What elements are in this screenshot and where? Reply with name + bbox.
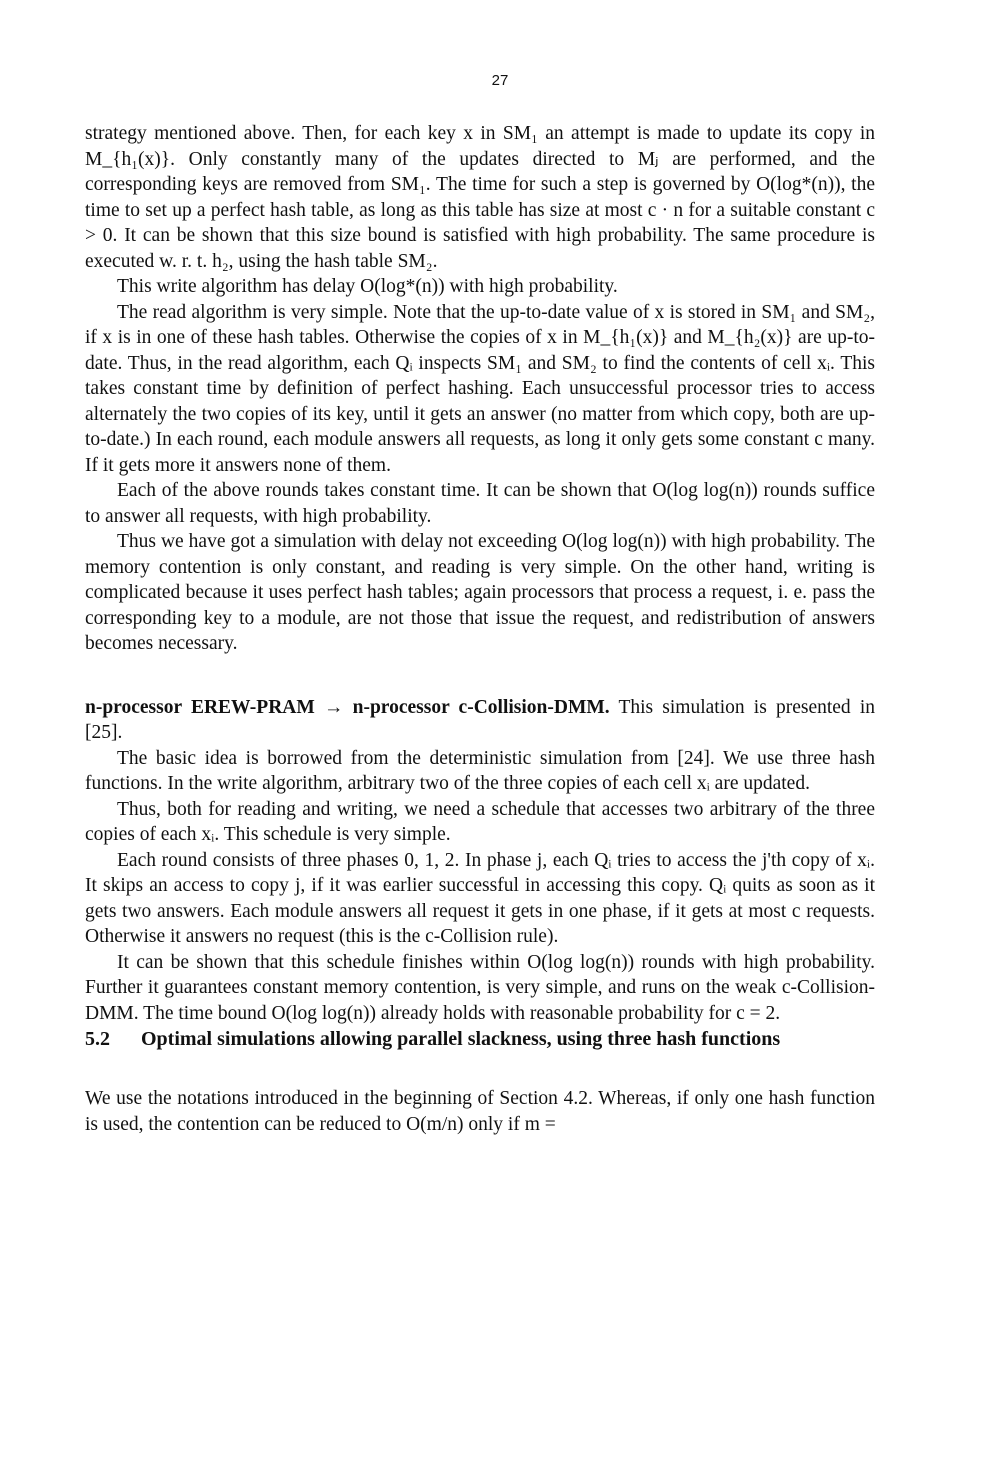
section-title: Optimal simulations allowing parallel slackness, using three hash functions — [141, 1028, 781, 1050]
paragraph-erew-simulation — [85, 695, 875, 746]
page-body — [85, 121, 875, 1137]
paragraph-schedule-bound: It can be shown that this schedule finishes within O(log log(n)) rounds with high probability. Further it guarantees constant memory contention, is very simple, and runs on the weak c-Collision-DMM. The time bound O(log log(n)) already holds with reasonable probability for c = 2. — [85, 951, 875, 1024]
paragraph-section-intro: We use the notations introduced in the beginning of Section 4.2. Whereas, if only one hash function is used, the contention can be reduced to O(m/n) only if m = — [85, 1088, 875, 1135]
paragraph-schedule: Thus, both for reading and writing, we need a schedule that accesses two arbitrary of the three copies of each xᵢ. This schedule is very simple. — [85, 798, 875, 845]
run-in-text: This simulation is presented in [25]. — [85, 696, 876, 743]
section-number: 5.2 — [85, 1028, 110, 1050]
paragraph-write-strategy: strategy mentioned above. Then, for each key x in SM₁ an attempt is made to update its copy in M_{h₁(x)}. Only constantly many of the updates directed to Mⱼ are performed, and the corresponding keys are removed from SM₁. The time for such a step is governed by O(log*(n)), the time to set up a perfect hash table, as long as this table has size at most c · n for a suitable constant c > 0. It can be shown that this size bound is satisfied with high probability. The same procedure is executed w. r. t. h₂, using the hash table SM₂. — [85, 123, 875, 272]
run-in-heading: n-processor EREW-PRAM → n-processor c-Collision-DMM. — [85, 696, 610, 718]
paragraph-round-phases: Each round consists of three phases 0, 1, 2. In phase j, each Qᵢ tries to access the j'th copy of xᵢ. It skips an access to copy j, if it was earlier successful in accessing this copy. Qᵢ quits as soon as it gets two answers. Each module answers all request it gets in one phase, if it gets at most c requests. Otherwise it answers no request (this is the c-Collision rule). — [85, 849, 875, 947]
paragraph-simulation-summary: Thus we have got a simulation with delay not exceeding O(log log(n)) with high probability. The memory contention is only constant, and reading is very simple. On the other hand, writing is complicated because it uses perfect hash tables; again processors that process a request, i. e. pass the corresponding key to a module, are not those that issue the request, and redistribution of answers becomes necessary. — [85, 531, 875, 654]
paragraph-read-algorithm: The read algorithm is very simple. Note that the up-to-date value of x is stored in SM₁ and SM₂, if x is in one of these hash tables. Otherwise the copies of x in M_{h₁(x)} and M_{h₂(x)} are up-to-date. Thus, in the read algorithm, each Qᵢ inspects SM₁ and SM₂ to find the contents of cell xᵢ. This takes constant time by definition of perfect hashing. Each unsuccessful processor tries to access alternately the two copies of its key, until it gets an answer (no matter from which copy, both are up-to-date.) In each round, each module answers all requests, as long it only gets some constant c many. If it gets more it answers none of them. — [85, 301, 875, 476]
paragraph-round-time: Each of the above rounds takes constant time. It can be shown that O(log log(n)) rounds suffice to answer all requests, with high probability. — [85, 480, 875, 527]
paragraph-write-delay: This write algorithm has delay O(log*(n)) with high probability. — [117, 276, 618, 297]
page-number: 27 — [491, 72, 509, 89]
section-heading — [85, 1026, 875, 1052]
paragraph-basic-idea: The basic idea is borrowed from the deterministic simulation from [24]. We use three hash functions. In the write algorithm, arbitrary two of the three copies of each cell xᵢ are updated. — [85, 747, 875, 794]
